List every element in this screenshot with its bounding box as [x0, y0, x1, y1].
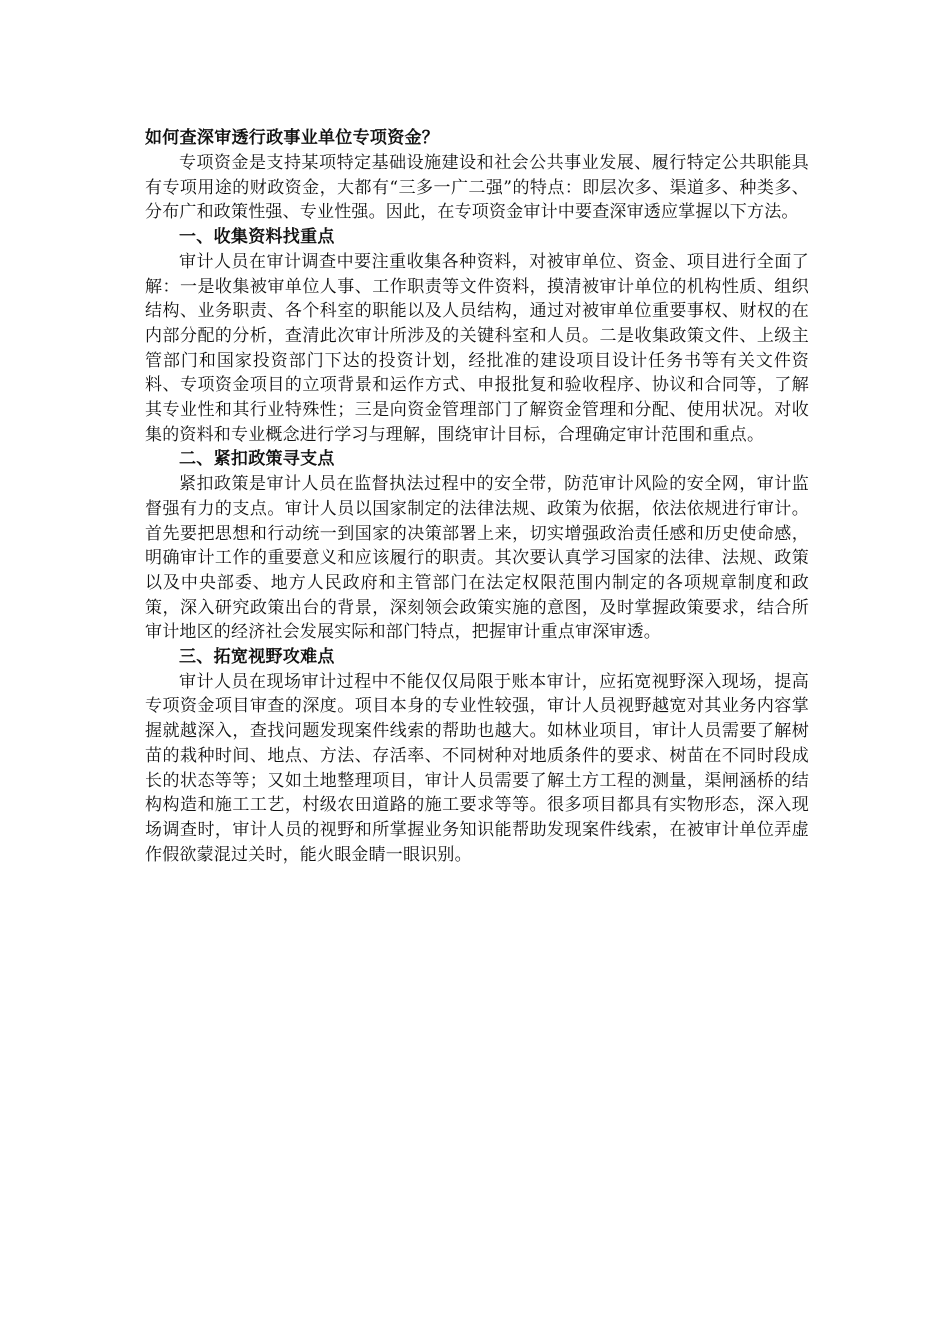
section-heading-1: 一、收集资料找重点 — [179, 227, 335, 248]
section-heading-2: 二、紧扣政策寻支点 — [179, 449, 335, 470]
section-body-2: 紧扣政策是审计人员在监督执法过程中的安全带，防范审计风险的安全网，审计监督强有力的支点。审计人员以国家制定的法律法规、政策为依据，依法依规进行审计。首先要把思想和行动统一到国家的决策部署上来，切实增强政治责任感和历史使命感，明确审计工作的重要意义和应该履行的职责。其次要认真学习国家的法律、法规、政策以及中央部委、地方人民政府和主管部门在法定权限范围内制定的各项规章制度和政策，深入研究政策出台的背景，深刻领会政策实施的意图，及时掌握政策要求，结合所审计地区的经济社会发展实际和部门特点，把握审计重点审深审透。 — [145, 474, 809, 643]
section-body-1: 审计人员在审计调查中要注重收集各种资料，对被审单位、资金、项目进行全面了解：一是收集被审单位人事、工作职责等文件资料，摸清被审计单位的机构性质、组织结构、业务职责、各个科室的职能以及人员结构，通过对被审单位重要事权、财权的在内部分配的分析，查清此次审计所涉及的关键科室和人员。二是收集政策文件、上级主管部门和国家投资部门下达的投资计划，经批准的建设项目设计任务书等有关文件资料、专项资金项目的立项背景和运作方式、申报批复和验收程序、协议和合同等，了解其专业性和其行业特殊性；三是向资金管理部门了解资金管理和分配、使用状况。对收集的资料和专业概念进行学习与理解，围绕审计目标，合理确定审计范围和重点。 — [145, 251, 809, 445]
section-heading-3: 三、拓宽视野攻难点 — [179, 647, 335, 668]
document-page — [145, 125, 809, 867]
intro-paragraph: 专项资金是支持某项特定基础设施建设和社会公共事业发展、履行特定公共职能具有专项用途的财政资金，大都有“三多一广二强”的特点：即层次多、渠道多、种类多、分布广和政策性强、专业性强。因此，在专项资金审计中要查深审透应掌握以下方法。 — [145, 153, 809, 223]
section-body-3: 审计人员在现场审计过程中不能仅仅局限于账本审计，应拓宽视野深入现场，提高专项资金项目审查的深度。项目本身的专业性较强，审计人员视野越宽对其业务内容掌握就越深入，查找问题发现案件线索的帮助也越大。如林业项目，审计人员需要了解树苗的栽种时间、地点、方法、存活率、不同树种对地质条件的要求、树苗在不同时段成长的状态等等；又如土地整理项目，审计人员需要了解土方工程的测量，渠闸涵桥的结构构造和施工工艺，村级农田道路的施工要求等等。很多项目都具有实物形态，深入现场调查时，审计人员的视野和所掌握业务知识能帮助发现案件线索，在被审计单位弄虚作假欲蒙混过关时，能火眼金睛一眼识别。 — [145, 671, 809, 865]
document-title: 如何查深审透行政事业单位专项资金？ — [145, 128, 440, 148]
